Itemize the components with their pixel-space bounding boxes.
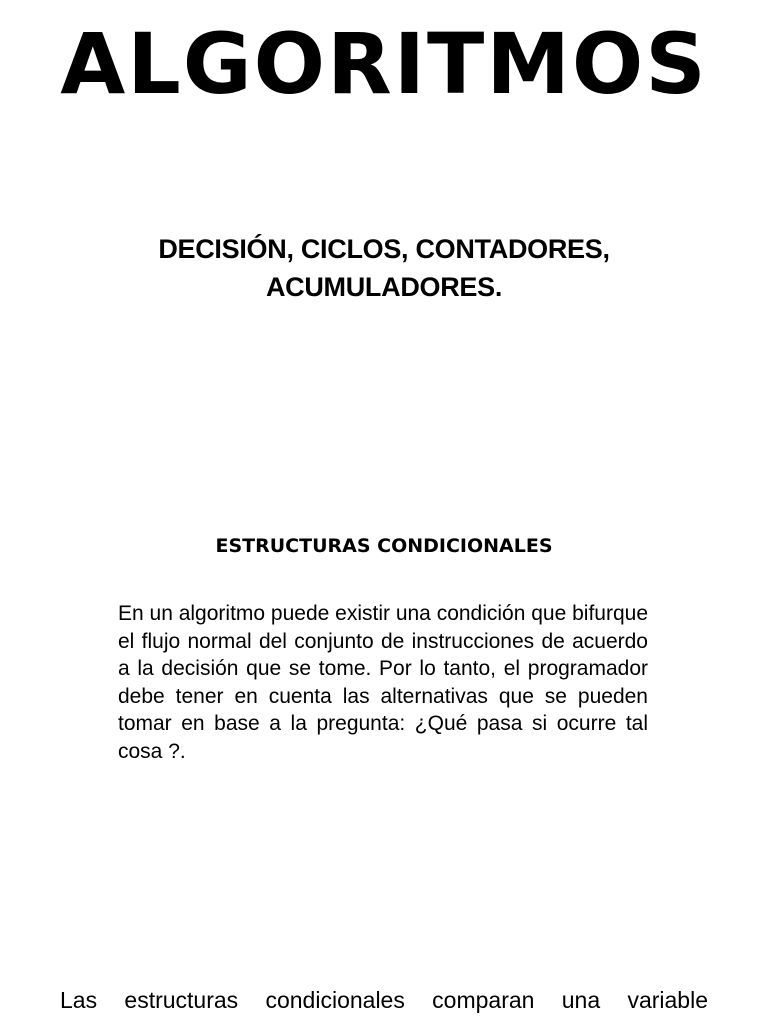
- document-subtitle: DECISIÓN, CICLOS, CONTADORES, ACUMULADORES.: [158, 234, 610, 302]
- document-title: ALGORITMOS: [60, 15, 708, 113]
- continuation-paragraph: Las estructuras condicionales comparan una variable: [60, 987, 708, 1013]
- section-paragraph: En un algoritmo puede existir una condición que bifurque el flujo normal del conjunto de instrucciones de acuerdo a la decisión que se tome. Por lo tanto, el programador debe tener en cuenta las alternativas que se pueden tomar en base a la pregunta: ¿Qué pasa si ocurre tal cosa ?.: [118, 602, 649, 763]
- section-heading: ESTRUCTURAS CONDICIONALES: [215, 535, 553, 557]
